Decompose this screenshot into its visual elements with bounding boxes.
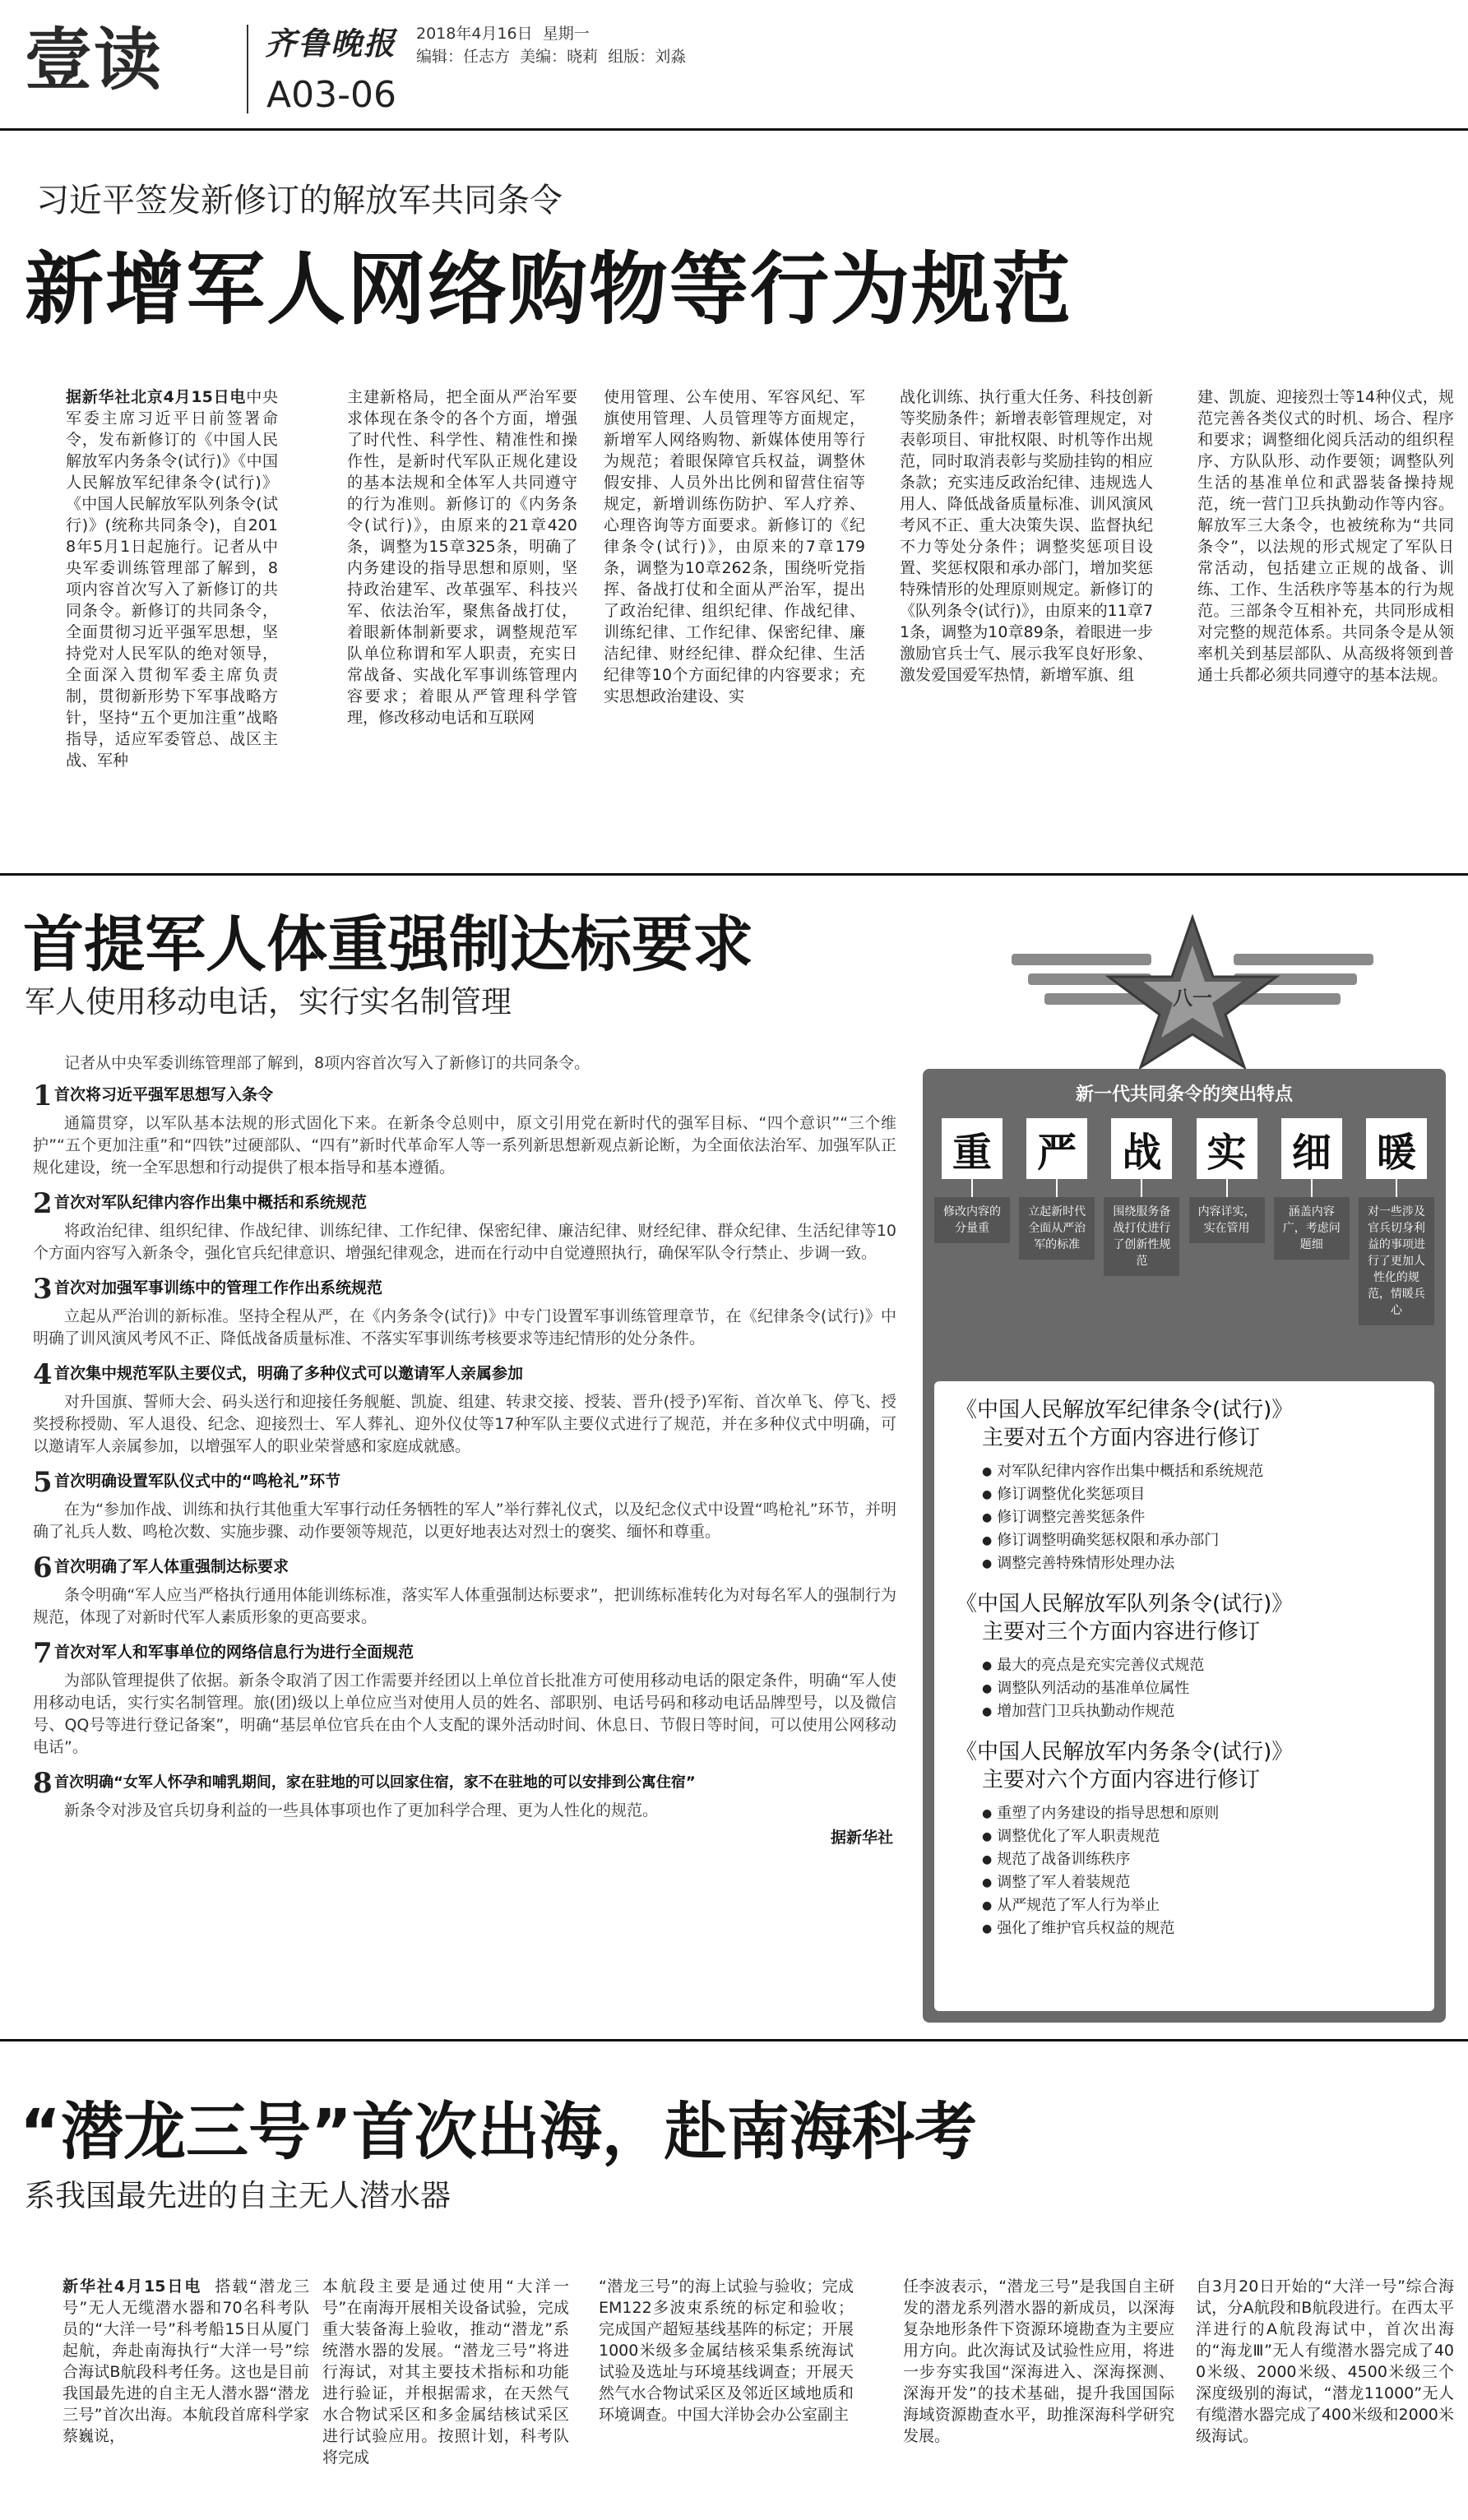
feature-char: 细: [1281, 1118, 1342, 1179]
article1-column-4: [900, 386, 1153, 686]
masthead-divider: [247, 25, 248, 113]
article3-subhead: 系我国最先进的自主无人潜水器: [25, 2178, 451, 2213]
item-number: 1: [33, 1080, 53, 1112]
item-body: 立起从严治训的新标准。坚持全程从严，在《内务条令(试行)》中专门设置军事训练管理章节，在《纪律条令(试行)》中明确了训风演风考风不正、降低战备质量标准、不落实军事训练考核要求等违纪情形的处分条件。: [33, 1307, 896, 1348]
item-number: 7: [33, 1637, 53, 1670]
regulation-subtitle: 主要对三个方面内容进行修订: [982, 1620, 1261, 1644]
feature-item: [1019, 1118, 1095, 1325]
list-item: [33, 1551, 896, 1629]
feature-desc: 围绕服务备战打仗进行了创新性规范: [1104, 1197, 1179, 1276]
item-heading: 首次对加强军事训练中的管理工作作出系统规范: [54, 1278, 383, 1297]
section-brand: 壹读: [25, 21, 164, 99]
features-panel: [923, 1069, 1446, 2023]
features-title: 新一代共同条令的突出特点: [1075, 1084, 1293, 1105]
article1-column-text: 使用管理、公车使用、军容风纪、军旗使用管理、人员管理等方面规定，新增军人网络购物、新媒体使用等行为规范；着眼保障官兵权益，调整休假安排、人员外出比例和留营住宿等规定，新增训练伤防护、军人疗养、心理咨询等方面要求。新修订的《纪律条令(试行)》，由原来的7章179条，调整为10章262条，围绕听党指挥、备战打仗和全面从严治军，提出了政治纪律、组织纪律、作战纪律、训练纪律、工作纪律、保密纪律、廉洁纪律、财经纪律、群众纪律、生活纪律等10个方面纪律的内容要求；充实思想政治建设、实: [604, 388, 865, 705]
article3-column-3: [599, 2276, 854, 2425]
list-item: ● 规范了战备训练秩序: [982, 1848, 1413, 1871]
feature-char: 暖: [1366, 1118, 1427, 1179]
article3-column-text: 自3月20日开始的“大洋一号”综合海试，分A航段和B航段进行。在西太平洋进行的A航段海试中，首次出海的“海龙Ⅲ”无人有缆潜水器完成了400米级、2000米级、4500米级三个深度级别的海试，“潜龙11000”无人有缆潜水器完成了400米级和2000米级海试。: [1196, 2277, 1454, 2445]
list-item: [33, 1358, 896, 1458]
regulation-block: [956, 1738, 1413, 1940]
masthead-rule: [0, 128, 1468, 131]
features-row: [934, 1118, 1434, 1325]
article1-column-3: [604, 386, 865, 707]
list-item: ● 修订调整优化奖惩项目: [982, 1483, 1413, 1506]
item-body: 通篇贯穿，以军队基本法规的形式固化下来。在新条令总则中，原文引用党在新时代的强军目标、“四个意识”“三个维护”“五个更加注重”和“四铁”过硬部队、“四有”新时代革命军人等一系列新思想新观点新论断，为全面依法治军、加强军队正规化建设，统一全军思想和行动提供了根本指导和基本遵循。: [33, 1114, 896, 1177]
article2-subhead: 军人使用移动电话，实行实名制管理: [25, 984, 512, 1020]
article1-column-2: [347, 386, 577, 728]
page-number: A03-06: [266, 74, 396, 116]
item-number: 2: [33, 1187, 53, 1220]
article1-column-text: 建、凯旋、迎接烈士等14种仪式，规范完善各类仪式的时机、场合、程序和要求；调整细化阅兵活动的组织程序、方队队形、动作要领；调整队列生活的基准单位和武器装备操持规范，统一营门卫兵执勤动作等内容。解放军三大条令，也被统称为“共同条令”，以法规的形式规定了军队日常活动，包括建立正规的战备、训练、工作、生活秩序等基本的行为规范。三部条令互相补充，共同形成相对完整的规范体系。共同条令是从领率机关到基层部队、从高级将领到普通士兵都必须共同遵守的基本法规。: [1197, 388, 1454, 684]
item-heading: 首次对军队纪律内容作出集中概括和系统规范: [54, 1193, 368, 1212]
article3-dateline: 新华社4月15日电: [63, 2277, 202, 2296]
article1-column-1: [66, 386, 278, 771]
list-item: ● 修订调整完善奖惩条件: [982, 1506, 1413, 1529]
article3-column-2: [322, 2276, 569, 2468]
feature-desc: 修改内容的分量重: [934, 1197, 1010, 1243]
article1-column-text: 主建新格局，把全面从严治军要求体现在条令的各个方面，增强了时代性、科学性、精准性和操作性，是新时代军队正规化建设的基本法规和全体军人共同遵守的行为准则。新修订的《内务条令(试行)》，由原来的21章420条，调整为15章325条，明确了内务建设的指导思想和原则，坚持政治建军、改革强军、科技兴军、依法治军，聚焦备战打仗，着眼新体制新要求，调整规范军队单位称谓和军人职责，充实日常战备、实战化军事训练管理内容要求；着眼从严管理科学管理，修改移动电话和互联网: [347, 388, 577, 727]
regulation-list: [956, 1802, 1413, 1940]
article2-headline: 首提军人体重强制达标要求: [23, 909, 753, 980]
list-item: [33, 1637, 896, 1759]
article3-column-text: 搭载“潜龙三号”无人无缆潜水器和70名科考队员的“大洋一号”科考船15日从厦门起航，奔赴南海执行“大洋一号”综合海试B航段科考任务。这也是目前我国最先进的自主无人潜水器“潜龙三号”首次出海。本航段首席科学家蔡巍说，: [63, 2277, 309, 2445]
army-emblem-graphic: [987, 913, 1398, 1069]
article3-column-4: [903, 2276, 1174, 2447]
feature-char: 重: [942, 1118, 1003, 1179]
item-body: 将政治纪律、组织纪律、作战纪律、训练纪律、工作纪律、保密纪律、廉洁纪律、财经纪律、群众纪律、生活纪律等10个方面内容写入新条令，强化官兵纪律意识、增强纪律观念，进而在行动中自觉遵照执行，确保军队令行禁止、步调一致。: [33, 1222, 896, 1262]
regulation-list: [956, 1460, 1413, 1575]
article1-column-text: 战化训练、执行重大任务、科技创新等奖励条件；新增表彰管理规定，对表彰项目、审批权限、时机等作出规范，同时取消表彰与奖励挂钩的相应条款；充实违反政治纪律、违规选人用人、降低战备质量标准、训风演风考风不正、重大决策失误、监督执纪不力等处分条件；调整奖惩项目设置、奖惩权限和承办部门，增加奖惩特殊情形的处理原则规定。新修订的《队列条令(试行)》，由原来的11章71条，调整为10章89条，着眼进一步激励官兵士气、展示我军良好形象、激发爱国爱军热情，新增军旗、组: [900, 388, 1153, 684]
item-heading: 首次明确“女军人怀孕和哺乳期间，家在驻地的可以回家住宿，家不在驻地的可以安排到公寓住宿”: [54, 1773, 696, 1792]
section-divider: [0, 2039, 1468, 2041]
list-item: ● 对军队纪律内容作出集中概括和系统规范: [982, 1460, 1413, 1483]
article1-headline: 新增军人网络购物等行为规范: [25, 243, 1072, 335]
feature-desc: 对一些涉及官兵切身利益的事项进行了更加人性化的规范，情暖兵心: [1359, 1197, 1434, 1325]
item-heading: 首次集中规范军队主要仪式，明确了多种仪式可以邀请军人亲属参加: [54, 1364, 524, 1383]
item-heading: 首次明确设置军队仪式中的“鸣枪礼”环节: [54, 1472, 340, 1491]
list-item: [33, 1767, 896, 1822]
regulation-subtitle: 主要对五个方面内容进行修订: [982, 1426, 1261, 1450]
feature-item: [1104, 1118, 1179, 1325]
item-body: 对升国旗、誓师大会、码头送行和迎接任务舰艇、凯旋、组建、转隶交接、授装、晋升(授予)军衔、首次单飞、停飞、授奖授称授勋、军人退役、纪念、迎接烈士、军人葬礼、迎外仪仗等17种军队主要仪式进行了规范，并在多种仪式中明确，可以邀请军人亲属参加，以增强军人的职业荣誉感和家庭成就感。: [33, 1393, 896, 1455]
list-item: ● 强化了维护官兵权益的规范: [982, 1917, 1413, 1940]
regulations-box: [934, 1381, 1434, 2011]
list-item: ● 增加营门卫兵执勤动作规范: [982, 1700, 1413, 1723]
item-body: 条令明确“军人应当严格执行通用体能训练标准，落实军人体重强制达标要求”，把训练标准转化为对每名军人的强制行为规范，体现了对新时代军人素质形象的更高要求。: [33, 1586, 896, 1626]
feature-char: 实: [1197, 1118, 1257, 1179]
regulation-title: 《中国人民解放军队列条令(试行)》: [956, 1592, 1294, 1616]
svg-text:八一: 八一: [1173, 987, 1212, 1010]
list-item: ● 调整了军人着装规范: [982, 1871, 1413, 1894]
feature-char: 严: [1026, 1118, 1087, 1179]
list-item: ● 调整队列活动的基准单位属性: [982, 1677, 1413, 1700]
masthead-staff-line: [416, 44, 686, 69]
article2-items: [33, 1080, 896, 1822]
proofreader-credit: 组版：刘淼: [608, 48, 687, 66]
list-item: [33, 1466, 896, 1543]
item-number: 4: [33, 1358, 53, 1391]
article1-dateline: 据新华社北京4月15日电: [66, 388, 247, 406]
article3-column-text: 任李波表示，“潜龙三号”是我国自主研发的潜龙系列潜水器的新成员，以深海复杂地形条件下资源环境勘查为主要应用方向。此次海试及试验性应用，将进一步夯实我国“深海进入、深海探测、深海开发”的技术基础，提升我国国际海域资源勘查水平，助推深海科学研究发展。: [903, 2277, 1174, 2445]
feature-item: [1189, 1118, 1265, 1325]
designer-credit: 美编：晓莉: [520, 48, 599, 66]
item-body: 在为“参加作战、训练和执行其他重大军事行动任务牺牲的军人”举行葬礼仪式，以及纪念仪式中设置“鸣枪礼”环节，并明确了礼兵人数、鸣枪次数、实施步骤、动作要领等规范，以更好地表达对烈士的褒奖、缅怀和尊重。: [33, 1500, 896, 1541]
list-item: ● 从严规范了军人行为举止: [982, 1894, 1413, 1917]
feature-desc: 内容详实，实在管用: [1189, 1197, 1265, 1243]
article3-column-text: “潜龙三号”的海上试验与验收；完成EM122多波束系统的标定和验收；完成国产超短基线基阵的标定；开展1000米级多金属结核采集系统海试试验及选址与环境基线调查；开展天然气水合物试采区及邻近区域地质和环境调查。中国大洋协会办公室副主: [599, 2277, 854, 2424]
feature-desc: 涵盖内容广，考虑问题细: [1274, 1197, 1350, 1260]
feature-item: [934, 1118, 1010, 1325]
article3-column-5: [1196, 2276, 1454, 2447]
article1-column-text: 中央军委主席习近平日前签署命令，发布新修订的《中国人民解放军内务条令(试行)》《中国人民解放军纪律条令(试行)》《中国人民解放军队列条令(试行)》(统称共同条令)，自2018年5月1日起施行。记者从中央军委训练管理部了解到，8项内容首次写入了新修订的共同条令。新修订的共同条令，全面贯彻习近平强军思想，坚持党对人民军队的绝对领导，全面深入贯彻军委主席负责制，贯彻新形势下军事战略方针，坚持“五个更加注重”战略指导，适应军委管总、战区主战、军种: [66, 388, 278, 770]
feature-char: 战: [1111, 1118, 1172, 1179]
list-item: ● 最大的亮点是充实完善仪式规范: [982, 1654, 1413, 1677]
regulation-title: 《中国人民解放军内务条令(试行)》: [956, 1740, 1294, 1764]
article3-headline: “潜龙三号”首次出海，赴南海科考: [20, 2095, 977, 2168]
masthead-date-line: [416, 21, 590, 46]
issue-date: 2018年4月16日: [416, 25, 533, 43]
regulation-block: [956, 1590, 1413, 1723]
feature-desc: 立起新时代全面从严治军的标准: [1019, 1197, 1095, 1260]
regulation-title: 《中国人民解放军纪律条令(试行)》: [956, 1398, 1294, 1422]
item-heading: 首次对军人和军事单位的网络信息行为进行全面规范: [54, 1643, 414, 1662]
article1-column-5: [1197, 386, 1454, 686]
item-number: 5: [33, 1466, 53, 1499]
list-item: [33, 1273, 896, 1350]
article2-intro: 记者从中央军委训练管理部了解到，8项内容首次写入了新修订的共同条令。: [64, 1054, 590, 1072]
item-body: 为部队管理提供了依据。新条令取消了因工作需要并经团以上单位首长批准方可使用移动电话的限定条件，明确“军人使用移动电话，实行实名制管理。旅(团)级以上单位应当对使用人员的姓名、部职别、电话号码和移动电话品牌型号，以及微信号、QQ号等进行登记备案”，明确“基层单位官兵在由个人支配的课外活动时间、休息日、节假日等时间，可以使用公网移动电话”。: [33, 1672, 896, 1756]
article3-column-text: 本航段主要是通过使用“大洋一号”在南海开展相关设备试验，完成重大装备海上验收，推动“潜龙”系统潜水器的发展。“潜龙三号”将进行海试，对其主要技术指标和功能进行验证，并根据需求，在天然气水合物试采区和多金属结核试采区进行试验应用。按照计划，科考队将完成: [322, 2277, 569, 2467]
list-item: ● 调整完善特殊情形处理办法: [982, 1552, 1413, 1575]
list-item: ● 调整优化了军人职责规范: [982, 1825, 1413, 1848]
list-item: [33, 1187, 896, 1265]
article1-kicker: 习近平签发新修订的解放军共同条令: [36, 182, 563, 220]
item-number: 8: [33, 1767, 53, 1800]
article2-source: 据新华社: [830, 1829, 893, 1847]
regulation-subtitle: 主要对六个方面内容进行修订: [982, 1768, 1261, 1792]
item-number: 6: [33, 1551, 53, 1584]
section-divider: [0, 873, 1468, 876]
feature-item: [1274, 1118, 1350, 1325]
item-heading: 首次明确了军人体重强制达标要求: [54, 1557, 289, 1576]
editor-credit: 编辑：任志方: [416, 48, 511, 66]
regulation-list: [956, 1654, 1413, 1723]
list-item: ● 重塑了内务建设的指导思想和原则: [982, 1802, 1413, 1825]
item-number: 3: [33, 1273, 53, 1306]
article3-column-1: [63, 2276, 309, 2447]
list-item: ● 修订调整明确奖惩权限和承办部门: [982, 1529, 1413, 1552]
regulation-block: [956, 1396, 1413, 1575]
item-body: 新条令对涉及官兵切身利益的一些具体事项也作了更加科学合理、更为人性化的规范。: [64, 1801, 659, 1819]
item-heading: 首次将习近平强军思想写入条令: [54, 1085, 274, 1104]
issue-weekday: 星期一: [542, 25, 590, 43]
list-item: [33, 1080, 896, 1179]
article2-body: [33, 1052, 896, 1847]
masthead: [0, 0, 1468, 132]
feature-item: [1359, 1118, 1434, 1325]
paper-logo: 齐鲁晚报: [265, 25, 397, 62]
